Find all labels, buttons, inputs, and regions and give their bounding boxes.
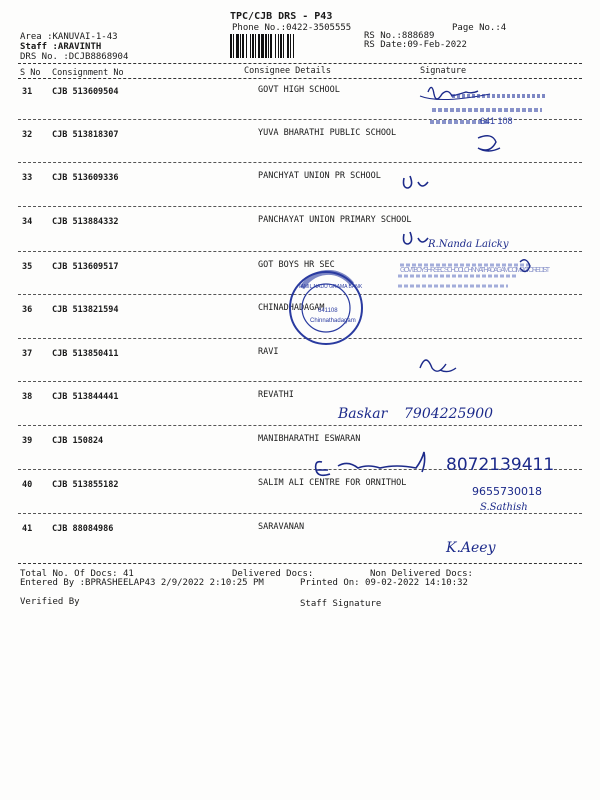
row-sno: 37: [22, 349, 33, 359]
phone-number: Phone No.:0422-3505555: [232, 23, 352, 33]
rs-number: RS No.:888689: [364, 31, 435, 41]
signature-row-39: [316, 452, 425, 475]
row-consignment: CJB 88084986: [52, 524, 114, 534]
non-delivered-docs: Non Delivered Docs:: [370, 569, 473, 579]
col-consignment: Consignment No: [52, 68, 124, 78]
bank-stamp: [290, 272, 363, 344]
handwritten-phone-38: 7904225900: [404, 406, 494, 422]
signature-row-34: [404, 232, 509, 250]
row-consignment: CJB 150824: [52, 436, 104, 446]
row-consignee: SALIM ALI CENTRE FOR ORNITHOL: [258, 478, 407, 488]
row-consignment: CJB 513609504: [52, 87, 119, 97]
row-consignment: CJB 513844441: [52, 392, 119, 402]
signature-row-32: [478, 136, 500, 151]
row-consignee: CHINADHADAGAM: [258, 303, 325, 313]
row-consignee: PANCHAYAT UNION PRIMARY SCHOOL: [258, 215, 412, 225]
row-consignment: CJB 513850411: [52, 349, 119, 359]
signature-name-41: K.Aeey: [446, 540, 496, 556]
row-consignment: CJB 513609336: [52, 173, 119, 183]
row-consignment: CJB 513818307: [52, 130, 119, 140]
staff-signature-label: Staff Signature: [300, 599, 382, 609]
row-sno: 39: [22, 436, 33, 446]
stamp-pin-text: 641 108: [480, 116, 513, 126]
row-consignee: PANCHYAT UNION PR SCHOOL: [258, 171, 381, 181]
bank-stamp-code: 641108: [318, 308, 338, 314]
rs-date: RS Date:09-Feb-2022: [364, 40, 467, 50]
page-number: Page No.:4: [452, 23, 507, 33]
row-sno: 33: [22, 173, 33, 183]
row-sno: 40: [22, 480, 33, 490]
row-sno: 41: [22, 524, 33, 534]
boys-school-stamp-text: GOVT. BOYS HR SEC SCHOOL CHINNATHADAGAM COIMBATORE DIST: [400, 267, 550, 274]
row-consignment: CJB 513855182: [52, 480, 119, 490]
handwritten-phone-39: 8072139411: [446, 455, 555, 475]
bank-stamp-name: TAMIL NADU GRAMA BANK: [298, 284, 363, 290]
entered-by: Entered By :BPRASHEELAP43 2/9/2022 2:10:25 PM: [20, 578, 264, 588]
row-consignee: GOT BOYS HR SEC: [258, 260, 335, 270]
row-consignee: YUVA BHARATHI PUBLIC SCHOOL: [258, 128, 397, 138]
signature-row-37: [420, 360, 456, 372]
row-sno: 34: [22, 217, 33, 227]
area-label: Area :KANUVAI-1-43: [20, 32, 118, 42]
row-consignee: RAVI: [258, 347, 279, 357]
row-consignment: CJB 513821594: [52, 305, 119, 315]
row-consignment: CJB 513609517: [52, 262, 119, 272]
row-consignment: CJB 513884332: [52, 217, 119, 227]
row-consignee: SARAVANAN: [258, 522, 305, 532]
col-sno: S No: [20, 68, 41, 78]
row-sno: 32: [22, 130, 33, 140]
signature-name-40: S.Sathish: [480, 502, 528, 513]
row-consignee: REVATHI: [258, 390, 294, 400]
staff-label: Staff :ARAVINTH: [20, 42, 102, 52]
bank-stamp-place: Chinnathadagam: [310, 318, 356, 324]
document-title: TPC/CJB DRS - P43: [230, 11, 333, 22]
total-docs: Total No. Of Docs: 41: [20, 569, 134, 579]
printed-on: Printed On: 09-02-2022 14:10:32: [300, 578, 468, 588]
col-consignee: Consignee Details: [244, 66, 331, 76]
row-sno: 38: [22, 392, 33, 402]
row-sno: 36: [22, 305, 33, 315]
col-signature: Signature: [420, 66, 467, 76]
delivered-docs: Delivered Docs:: [232, 569, 314, 579]
verified-by: Verified By: [20, 597, 80, 607]
handwritten-name-38: Baskar: [338, 406, 388, 422]
school-stamp-row-31: [430, 96, 547, 126]
handwritten-phone-40: 9655730018: [472, 485, 542, 498]
drs-number: DRS No. :DCJB8868904: [20, 52, 129, 62]
signature-name-34: R.Nanda Laicky: [428, 239, 509, 250]
row-sno: 35: [22, 262, 33, 272]
row-sno: 31: [22, 87, 33, 97]
row-consignee: GOVT HIGH SCHOOL: [258, 85, 340, 95]
row-consignee: MANIBHARATHI ESWARAN: [258, 434, 361, 444]
signature-row-33: [404, 176, 429, 188]
school-stamp-row-35: [398, 265, 551, 286]
